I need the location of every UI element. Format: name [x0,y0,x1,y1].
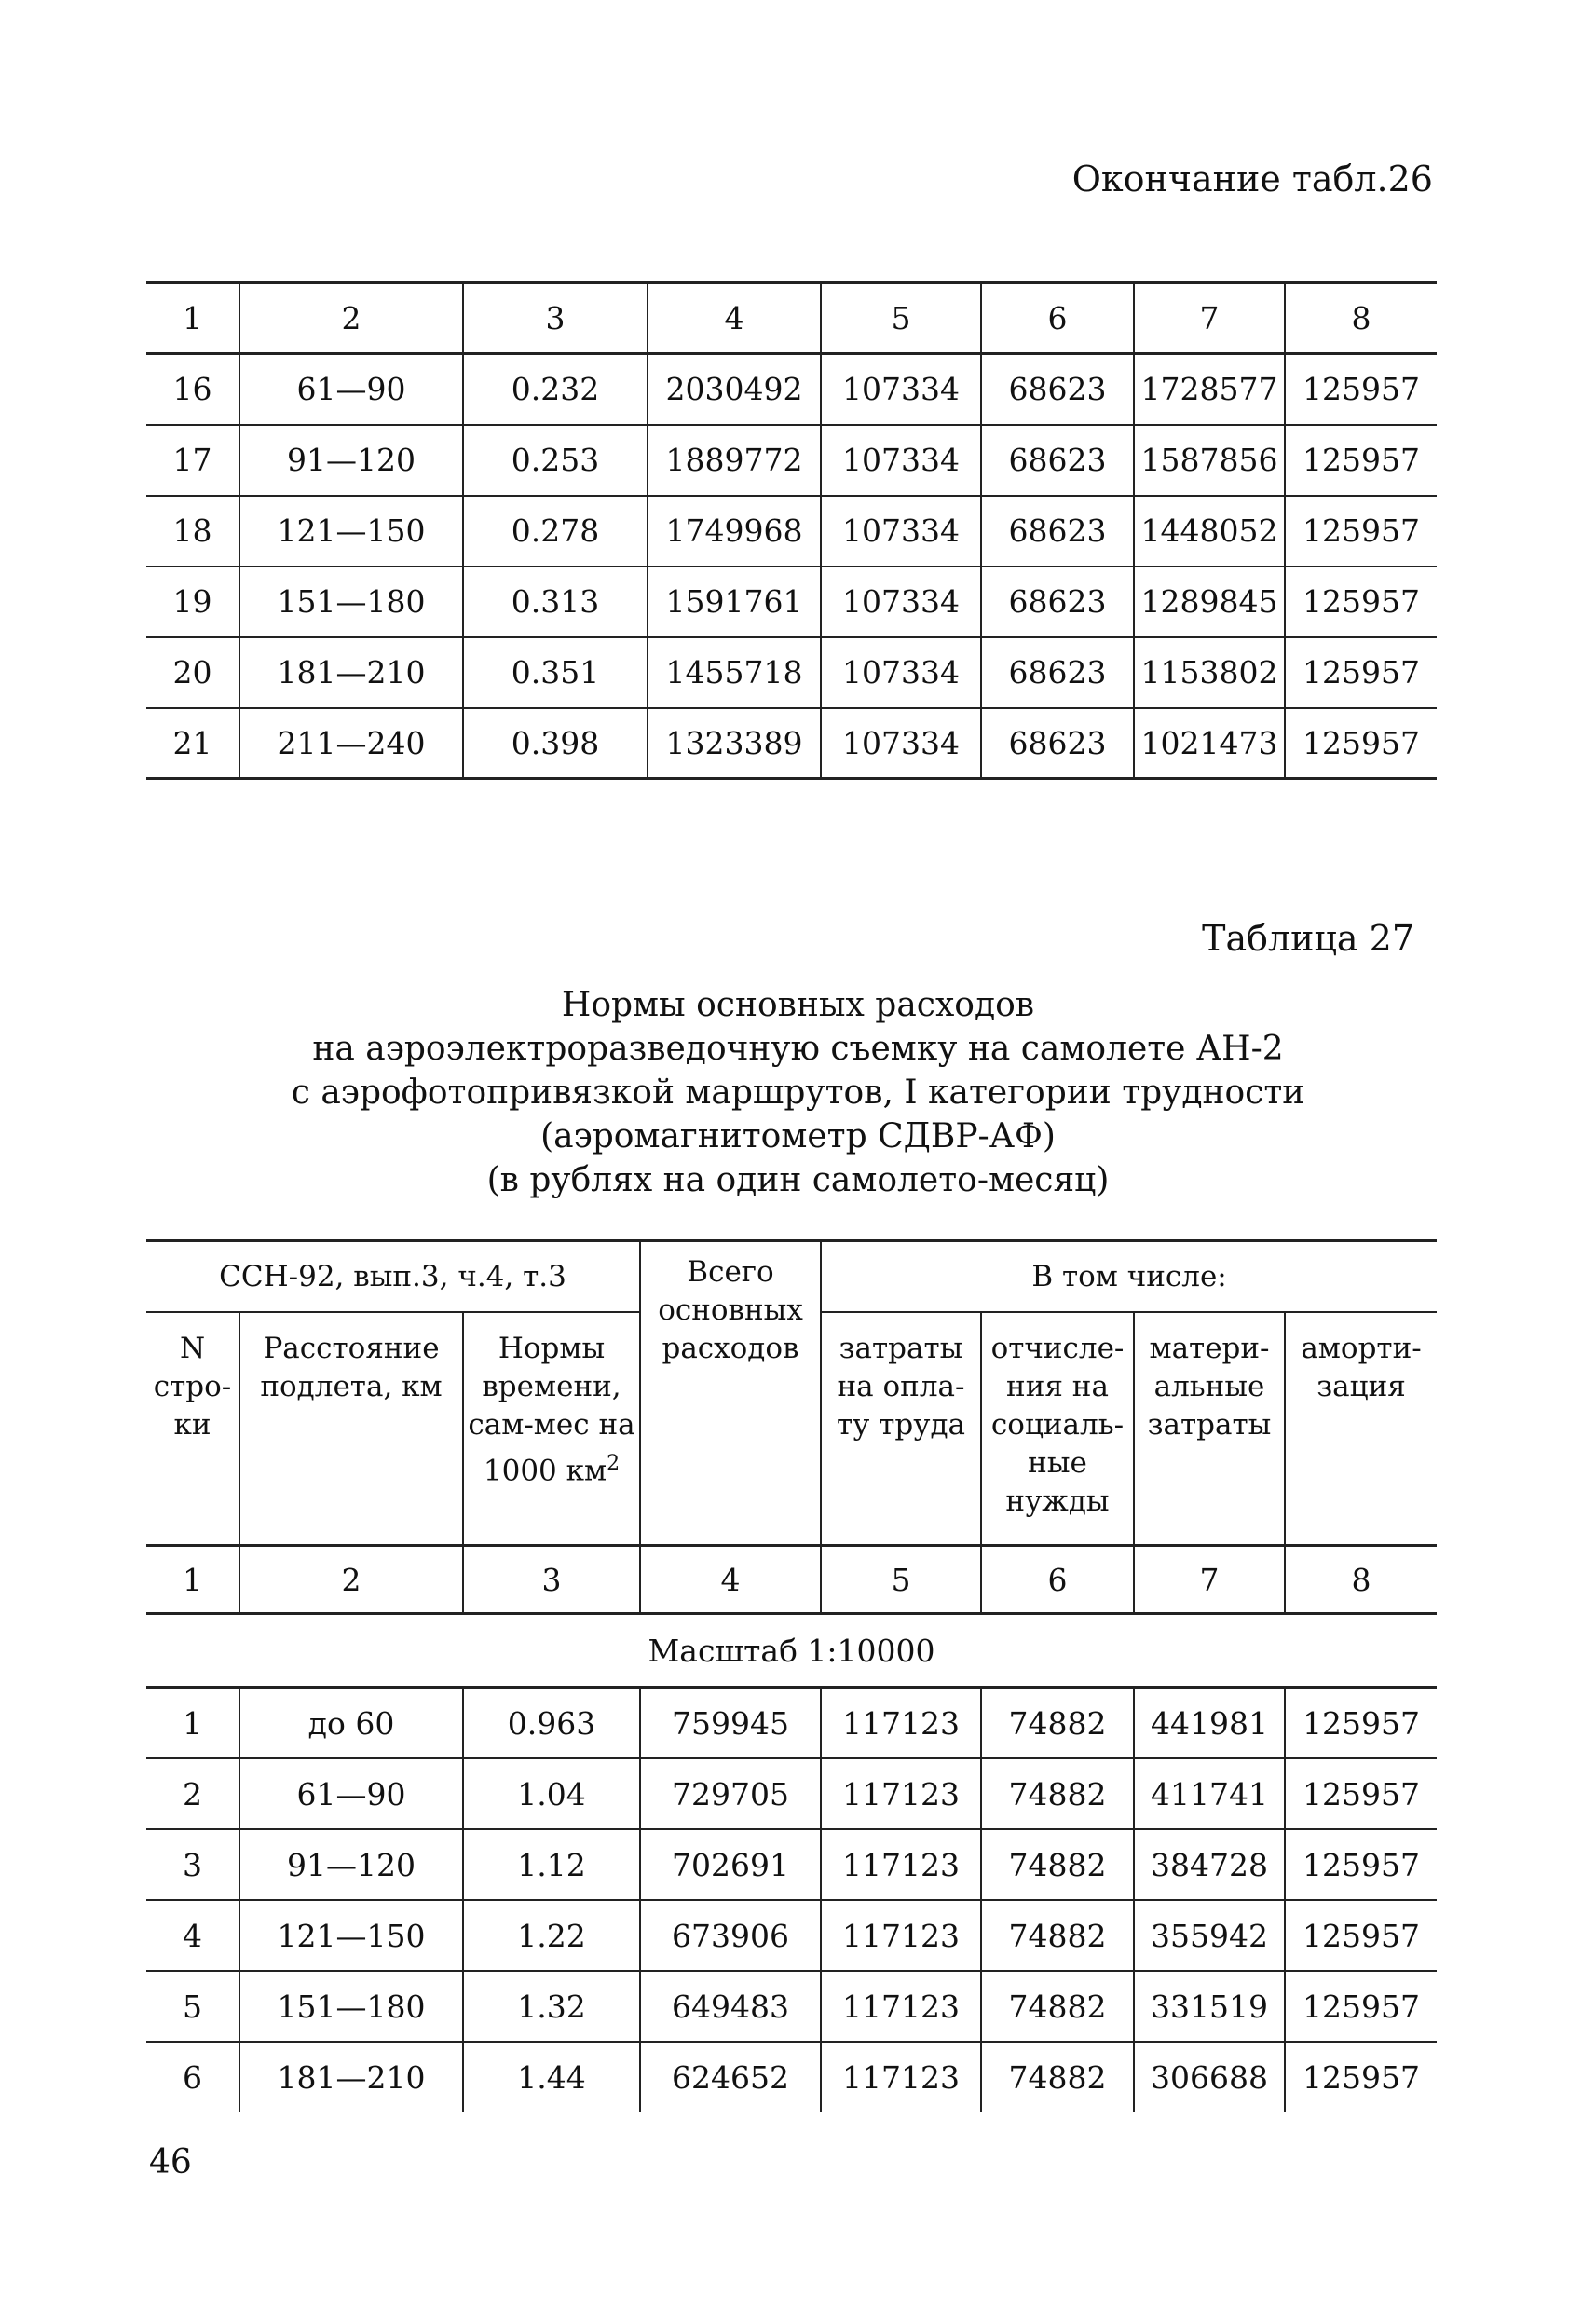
table-header-row [146,283,1437,354]
table-cell: 117123 [821,2042,981,2112]
table-cell: 21 [146,708,239,779]
table-header-row [146,1241,1437,1313]
superscript: 2 [607,1452,621,1475]
table-cell: 125957 [1285,1971,1437,2042]
table-cell: 1728577 [1134,354,1285,425]
table-cell: 8 [1285,1546,1437,1614]
title-line: на аэроэлектроразведочную съемку на самолете АН-2 [312,1030,1284,1068]
table-26 [146,281,1437,780]
table-cell: 16 [146,354,239,425]
table-cell: 74882 [981,1688,1134,1759]
table-cell: 117123 [821,1971,981,2042]
table-cell: 649483 [640,1971,821,2042]
table-cell: 68623 [981,496,1134,567]
table-cell: 1.12 [463,1829,640,1900]
table-cell: 74882 [981,1829,1134,1900]
table-cell: 125957 [1285,425,1437,496]
table-cell: 125957 [1285,567,1437,637]
table-cell: 0.232 [463,354,648,425]
table-cell: 624652 [640,2042,821,2112]
table-cell: 4 [648,283,821,354]
page-number: 46 [149,2143,192,2181]
table-cell: 121—150 [239,496,463,567]
table-row [146,637,1437,708]
table-cell: 0.963 [463,1688,640,1759]
table-cell: 1.04 [463,1758,640,1829]
group-ssn-header: ССН-92, вып.3, ч.4, т.3 [146,1241,640,1313]
table-cell: 1889772 [648,425,821,496]
table-cell: 61—90 [239,1758,463,1829]
table-cell: 117123 [821,1758,981,1829]
table-cell: 1.44 [463,2042,640,2112]
table-cell: 331519 [1134,1971,1285,2042]
table-cell: 125957 [1285,1758,1437,1829]
table-cell: 125957 [1285,2042,1437,2112]
table-cell: 19 [146,567,239,637]
table-cell: 1587856 [1134,425,1285,496]
table-cell: 74882 [981,1971,1134,2042]
table-cell: 1448052 [1134,496,1285,567]
table-cell: 3 [463,283,648,354]
continuation-label: Окончание табл.26 [1071,158,1433,199]
table-cell: 729705 [640,1758,821,1829]
group-including-header: В том числе: [821,1241,1437,1313]
table-cell: 125957 [1285,637,1437,708]
table-row [146,354,1437,425]
table-cell: 151—180 [239,1971,463,2042]
table-row [146,425,1437,496]
title-line: (в рублях на один самолето-месяц) [486,1161,1110,1199]
time-norms-text: Нормы времени, сам-мес на 1000 км [468,1332,635,1488]
table-cell: 107334 [821,637,981,708]
table-cell: 1591761 [648,567,821,637]
table-row [146,1758,1437,1829]
table-cell: 0.351 [463,637,648,708]
table-cell: 2 [239,1546,463,1614]
table-cell: 117123 [821,1688,981,1759]
table-row [146,567,1437,637]
table-cell: 0.313 [463,567,648,637]
table-cell: 384728 [1134,1829,1285,1900]
table-cell: 74882 [981,1900,1134,1971]
table-cell: 91—120 [239,1829,463,1900]
table-cell: 107334 [821,567,981,637]
table-row [146,1971,1437,2042]
table-cell: 1455718 [648,637,821,708]
table-cell: 411741 [1134,1758,1285,1829]
table-cell: 441981 [1134,1688,1285,1759]
table-cell: 125957 [1285,1900,1437,1971]
table-cell: 1.22 [463,1900,640,1971]
table-cell: 74882 [981,1758,1134,1829]
table-cell: 1323389 [648,708,821,779]
table-cell: 107334 [821,425,981,496]
table-cell: 759945 [640,1688,821,1759]
social-deductions-header: отчисле-ния на социаль-ные нужды [981,1312,1134,1546]
table-cell: 211—240 [239,708,463,779]
table-cell: 1289845 [1134,567,1285,637]
table-cell: 68623 [981,425,1134,496]
table-cell: 107334 [821,354,981,425]
table-cell: 673906 [640,1900,821,1971]
table-27-title [186,983,1410,1202]
distance-header: Расстояние подлета, км [239,1312,463,1546]
table-cell: 68623 [981,567,1134,637]
table-cell: 17 [146,425,239,496]
table-27-label: Таблица 27 [1202,918,1414,959]
table-cell: 6 [981,1546,1134,1614]
table-cell: 1749968 [648,496,821,567]
table-cell: 125957 [1285,1688,1437,1759]
table-row [146,1688,1437,1759]
table-cell: 1 [146,283,239,354]
table-cell: 4 [640,1546,821,1614]
table-cell: 6 [981,283,1134,354]
table-row [146,708,1437,779]
table-cell: 125957 [1285,496,1437,567]
table-cell: 4 [146,1900,239,1971]
table-cell: до 60 [239,1688,463,1759]
table-cell: 151—180 [239,567,463,637]
table-cell: 181—210 [239,637,463,708]
material-costs-header: матери-альные затраты [1134,1312,1285,1546]
table-cell: 6 [146,2042,239,2112]
table-cell: 5 [821,283,981,354]
table-27 [146,1239,1437,2112]
table-cell: 0.398 [463,708,648,779]
table-cell: 5 [146,1971,239,2042]
table-cell: 121—150 [239,1900,463,1971]
table-cell: 117123 [821,1900,981,1971]
title-line: (аэромагнитометр СДВР-АФ) [540,1117,1056,1156]
table-cell: 125957 [1285,354,1437,425]
table-cell: 8 [1285,283,1437,354]
table-cell: 306688 [1134,2042,1285,2112]
table-cell: 0.278 [463,496,648,567]
table-cell: 0.253 [463,425,648,496]
labor-cost-header: затраты на опла-ту труда [821,1312,981,1546]
table-cell: 74882 [981,2042,1134,2112]
table-cell: 18 [146,496,239,567]
scale-label: Масштаб 1:10000 [146,1614,1437,1688]
table-cell: 125957 [1285,708,1437,779]
table-cell: 68623 [981,708,1134,779]
table-cell: 68623 [981,354,1134,425]
title-line: с аэрофотопривязкой маршрутов, I категории трудности [291,1073,1305,1112]
amortization-header: аморти-зация [1285,1312,1437,1546]
table-cell: 68623 [981,637,1134,708]
table-row [146,2042,1437,2112]
table-cell: 3 [463,1546,640,1614]
table-cell: 1 [146,1546,239,1614]
table-cell: 91—120 [239,425,463,496]
table-cell: 702691 [640,1829,821,1900]
table-row [146,1829,1437,1900]
table-cell: 125957 [1285,1829,1437,1900]
table-row [146,496,1437,567]
total-header: Всего основных расходов [640,1241,821,1546]
table-cell: 1 [146,1688,239,1759]
table-cell: 2 [239,283,463,354]
table-cell: 117123 [821,1829,981,1900]
column-number-row [146,1546,1437,1614]
table-cell: 7 [1134,1546,1285,1614]
table-cell: 1.32 [463,1971,640,2042]
table-cell: 7 [1134,283,1285,354]
table-cell: 2 [146,1758,239,1829]
table-cell: 107334 [821,708,981,779]
table-cell: 61—90 [239,354,463,425]
table-row [146,1900,1437,1971]
time-norms-header [463,1312,640,1546]
table-cell: 1021473 [1134,708,1285,779]
table-cell: 355942 [1134,1900,1285,1971]
scale-row [146,1614,1437,1688]
table-cell: 3 [146,1829,239,1900]
table-cell: 107334 [821,496,981,567]
table-cell: 5 [821,1546,981,1614]
table-cell: 181—210 [239,2042,463,2112]
table-cell: 2030492 [648,354,821,425]
table-cell: 1153802 [1134,637,1285,708]
row-number-header: N стро-ки [146,1312,239,1546]
title-line: Нормы основных расходов [561,986,1035,1024]
table-cell: 20 [146,637,239,708]
